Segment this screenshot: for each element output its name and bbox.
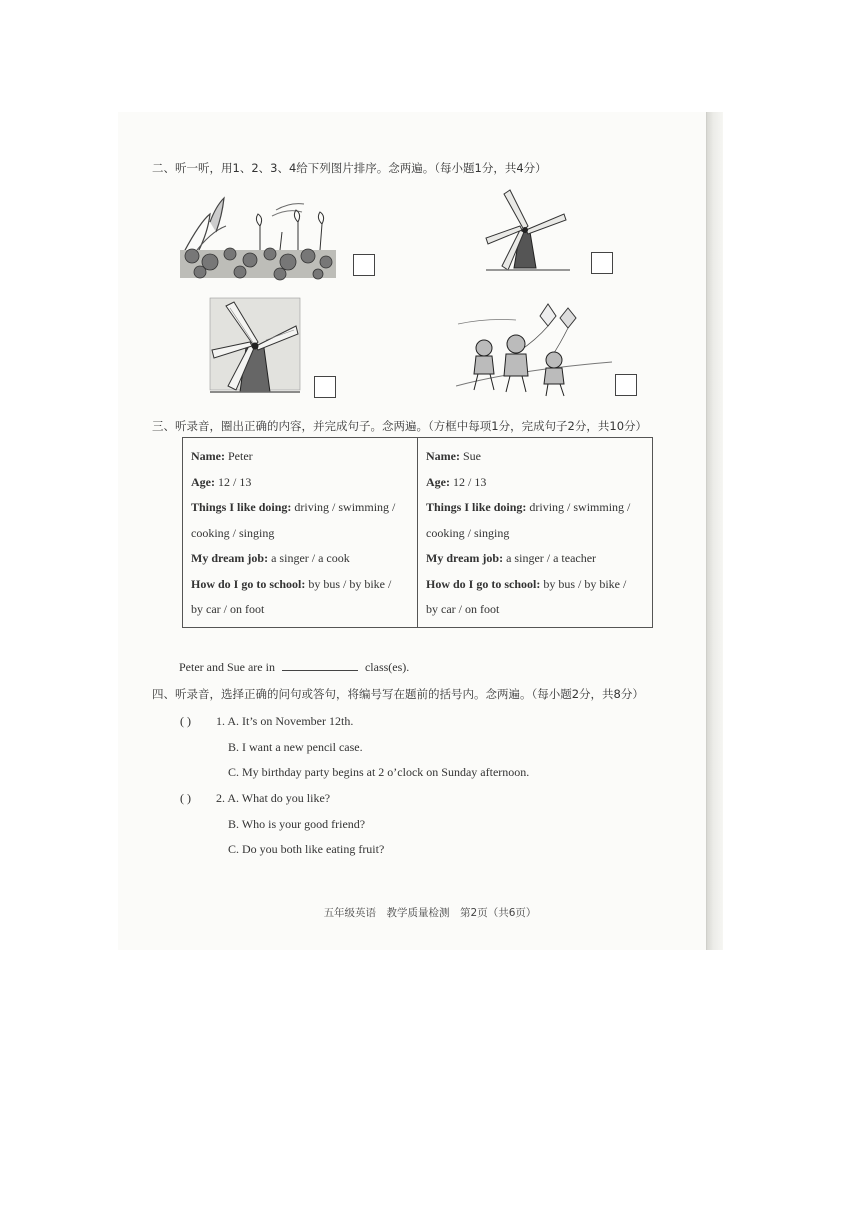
question-number: 2. [216,791,225,805]
age-options[interactable]: 12 / 13 [453,474,487,489]
question-number: 1. [216,714,225,728]
option-b: B. Who is your good friend? [228,817,366,831]
name-label: Name: [426,449,460,463]
job-options[interactable]: a singer / a cook [271,551,350,565]
job-label: My dream job: [426,551,504,565]
answer-box-1[interactable] [353,254,375,276]
section4-heading: 四、听录音，选择正确的问句或答句，将编号写在题前的括号内。念两遍。（每小题2分，共8分） [152,687,644,701]
answer-box-3[interactable] [314,376,336,398]
things-options-cont[interactable]: cooking / singing [426,525,510,540]
name-value: Peter [227,449,253,463]
info-table [182,437,653,628]
flowers-garden-icon [180,192,336,282]
job-options[interactable]: a singer / a teacher [506,551,597,565]
answer-box-2[interactable] [591,252,613,274]
section3-heading: 三、听录音，圈出正确的内容，并完成句子。念两遍。（方框中每项1分，完成句子2分，共10分） [152,419,648,433]
school-options-cont[interactable]: by car / on foot [191,602,265,616]
school-options[interactable]: by bus / by bike / [543,576,627,591]
option-b: B. I want a new pencil case. [228,740,363,754]
info-card-peter [183,438,418,628]
job-label: My dream job: [191,551,269,565]
school-options-cont[interactable]: by car / on foot [426,602,500,616]
option-c: C. My birthday party begins at 2 o’clock on Sunday afternoon. [228,765,530,779]
section2-heading: 二、听一听，用1、2、3、4给下列图片排序。念两遍。（每小题1分，共4分） [152,161,547,175]
school-label: How do I go to school: [426,576,541,591]
option-a: A. It’s on November 12th. [227,714,354,728]
answer-blank[interactable] [282,660,358,671]
age-label: Age: [426,474,450,489]
windmill-large-icon [206,294,304,398]
things-options[interactable]: driving / swimming / [529,500,631,514]
children-flying-kites-icon [456,300,614,398]
school-label: How do I go to school: [191,576,306,591]
things-label: Things I like doing: [426,500,527,514]
things-label: Things I like doing: [191,500,292,514]
things-options-cont[interactable]: cooking / singing [191,525,275,540]
things-options[interactable]: driving / swimming / [294,500,396,514]
windmill-small-icon [484,186,572,274]
sentence-before: Peter and Sue are in [179,660,275,674]
age-options[interactable]: 12 / 13 [218,474,252,489]
page-footer: 五年级英语 教学质量检测 第2页（共6页） [323,907,537,919]
sentence-after: class(es). [364,660,410,674]
option-c: C. Do you both like eating fruit? [228,842,385,856]
option-a: A. What do you like? [227,791,331,805]
question-2 [216,791,330,806]
age-label: Age: [191,474,215,489]
name-value: Sue [462,449,481,463]
answer-paren-2[interactable]: ( ) [180,791,191,805]
answer-paren-1[interactable]: ( ) [180,714,191,728]
question-1 [216,714,353,729]
page-binding-edge [706,112,723,950]
answer-box-4[interactable] [615,374,637,396]
name-label: Name: [191,449,225,463]
fill-in-sentence [179,660,409,675]
info-card-sue [418,438,653,628]
school-options[interactable]: by bus / by bike / [308,576,392,591]
